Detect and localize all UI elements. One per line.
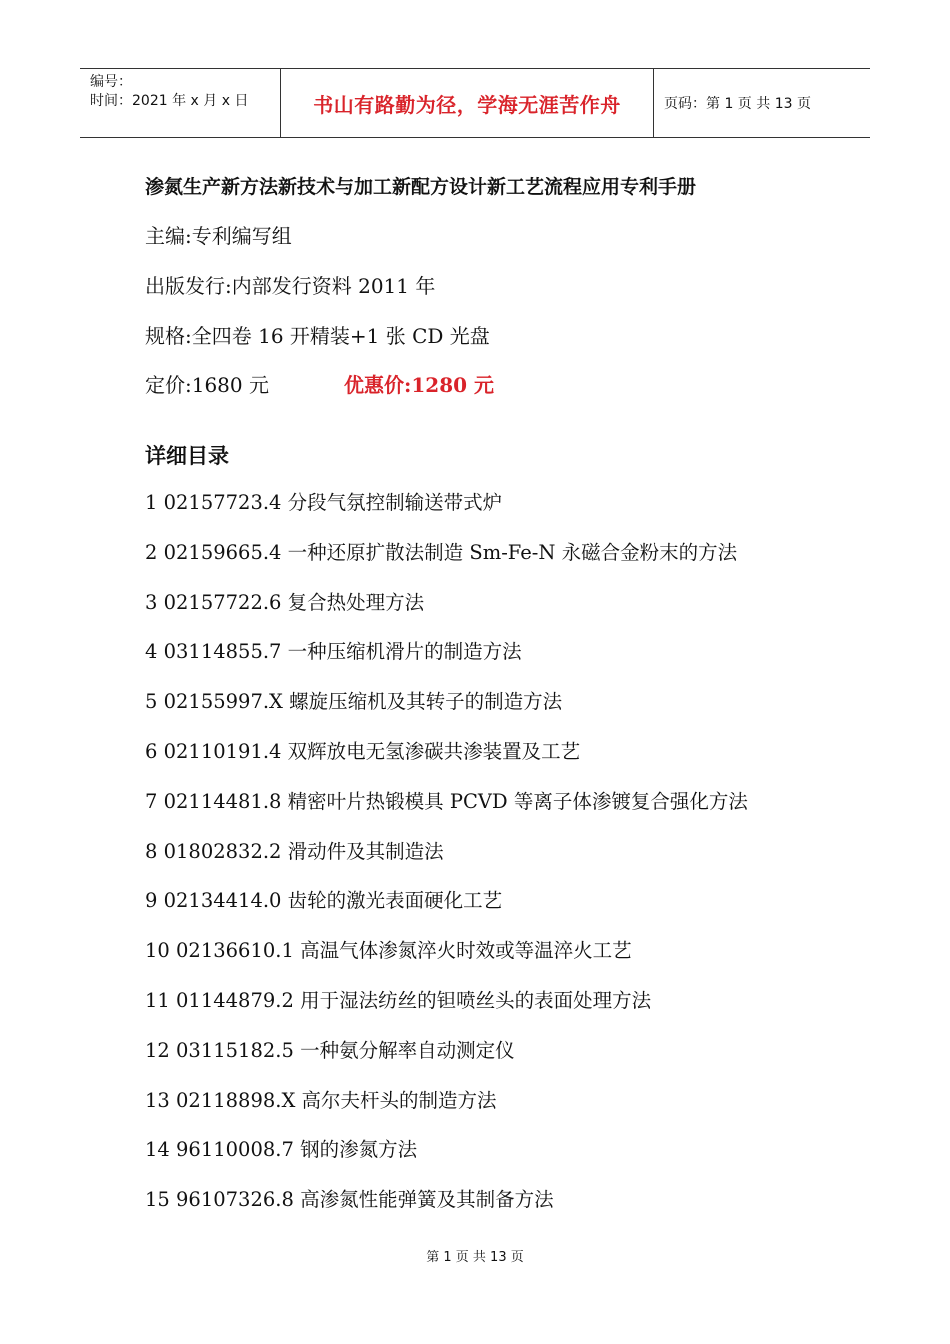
toc-item: 12 03115182.5 一种氨分解率自动测定仪 <box>145 1038 515 1062</box>
toc-list <box>145 490 748 1237</box>
toc-item: 6 02110191.4 双辉放电无氢渗碳共渗装置及工艺 <box>145 739 581 763</box>
toc-item: 3 02157722.6 复合热处理方法 <box>145 590 425 614</box>
toc-item: 10 02136610.1 高温气体渗氮淬火时效或等温淬火工艺 <box>145 939 632 963</box>
page-footer: 第 1 页 共 13 页 <box>426 1250 524 1265</box>
toc-item: 8 01802832.2 滑动件及其制造法 <box>145 839 444 863</box>
header-page-info: 页码：第 1 页 共 13 页 <box>664 96 811 112</box>
header-motto: 书山有路勤为径，学海无涯苦作舟 <box>281 69 654 137</box>
page-header <box>80 68 870 138</box>
toc-item: 13 02118898.X 高尔夫杆头的制造方法 <box>145 1088 497 1112</box>
toc-item: 4 03114855.7 一种压缩机滑片的制造方法 <box>145 640 522 664</box>
toc-item: 15 96107326.8 高渗氮性能弹簧及其制备方法 <box>145 1188 554 1212</box>
time-label: 时间：2021 年 x 月 x 日 <box>90 93 249 109</box>
toc-item: 14 96110008.7 钢的渗氮方法 <box>145 1138 418 1162</box>
toc-item: 11 01144879.2 用于湿法纺丝的钽喷丝头的表面处理方法 <box>145 988 652 1012</box>
toc-item: 9 02134414.0 齿轮的激光表面硬化工艺 <box>145 889 503 913</box>
discount-price: 优惠价:1280 元 <box>344 373 495 397</box>
toc-item: 1 02157723.4 分段气氛控制输送带式炉 <box>145 491 503 514</box>
toc-heading: 详细目录 <box>145 444 229 468</box>
spec-line: 规格:全四卷 16 开精装+1 张 CD 光盘 <box>145 324 490 348</box>
toc-item: 2 02159665.4 一种还原扩散法制造 Sm-Fe-N 永磁合金粉末的方法 <box>145 540 738 564</box>
toc-item: 7 02114481.8 精密叶片热锻模具 PCVD 等离子体渗镀复合强化方法 <box>145 789 748 813</box>
price-line: 定价:1680 元 <box>145 373 269 397</box>
document-title: 渗氮生产新方法新技术与加工新配方设计新工艺流程应用专利手册 <box>145 176 697 198</box>
header-left-cell <box>80 69 281 137</box>
editor-line: 主编:专利编写组 <box>145 224 292 248</box>
publisher-line: 出版发行:内部发行资料 2011 年 <box>145 274 436 298</box>
number-label: 编号： <box>90 74 132 90</box>
toc-item: 5 02155997.X 螺旋压缩机及其转子的制造方法 <box>145 690 563 714</box>
